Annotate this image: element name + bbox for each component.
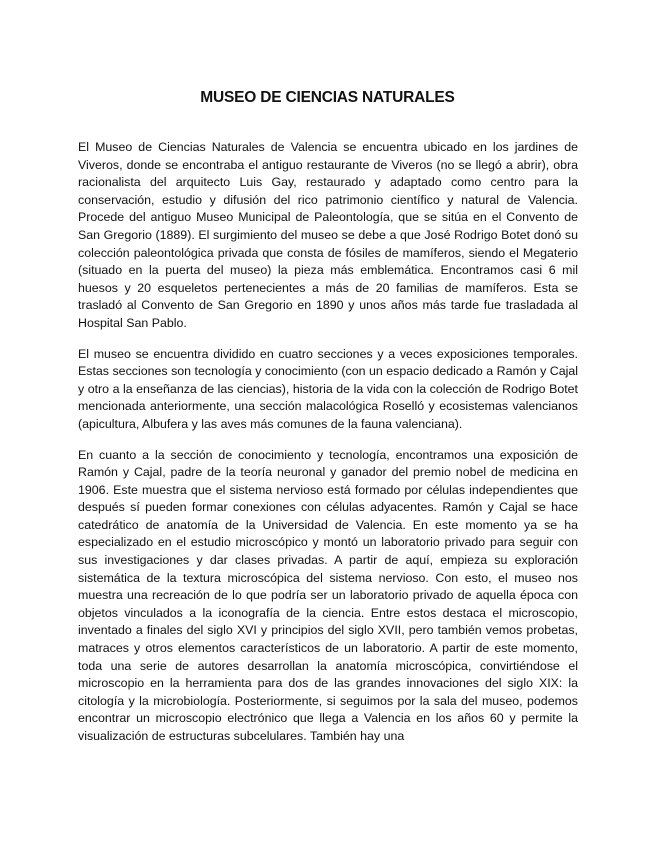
paragraph-intro: El Museo de Ciencias Naturales de Valencia se encuentra ubicado en los jardines de Viveros, donde se encontraba el antiguo restaurante de Viveros (no se llegó a abrir), obra racionalista del arquitecto Luis Gay, restaurado y adaptado como centro para la conservación, estudio y difusión del rico patrimonio científico y natural de Valencia. Procede del antiguo Museo Municipal de Paleontología, que se sitúa en el Convento de San Gregorio (1889). El surgimiento del museo se debe a que José Rodrigo Botet donó su colección paleontológica privada que consta de fósiles de mamíferos, siendo el Megaterio (situado en la puerta del museo) la pieza más emblemática. Encontramos casi 6 mil huesos y 20 esqueletos pertenecientes a más de 20 familias de mamíferos. Esta se trasladó al Convento de San Gregorio en 1890 y unos años más tarde fue trasladada al Hospital San Pablo. xyxy=(78,140,578,330)
paragraph-sections: El museo se encuentra dividido en cuatro secciones y a veces exposiciones temporales. Estas secciones son tecnología y conocimiento (con un espacio dedicado a Ramón y Cajal y otro a la enseñanza de las ciencias), historia de la vida con la colección de Rodrigo Botet mencionada anteriormente, una sección malacológica Roselló y ecosistemas valencianos (apicultura, Albufera y las aves más comunes de la fauna valenciana). xyxy=(78,346,578,431)
document-body xyxy=(78,139,578,759)
paragraph-knowledge-technology: En cuanto a la sección de conocimiento y tecnología, encontramos una exposición de Ramón y Cajal, padre de la teoría neuronal y ganador del premio nobel de medicina en 1906. Este muestra que el sistema nervioso está formado por células independientes que después sí pueden formar conexiones con células adyacentes. Ramón y Cajal se hace catedrático de anatomía de la Universidad de Valencia. En este momento ya se ha especializado en el estudio microscópico y montó un laboratorio privado para seguir con sus investigaciones y dar clases privadas. A partir de aquí, empieza su exploración sistemática de la textura microscópica del sistema nervioso. Con esto, el museo nos muestra una recreación de lo que podría ser un laboratorio privado de aquella época con objetos vinculados a la iconografía de la ciencia. Entre estos destaca el microscopio, inventado a finales del siglo XVI y principios del siglo XVII, pero también vemos probetas, matraces y otros elementos característicos de un laboratorio. A partir de este momento, toda una serie de autores desarrollan la anatomía microscópica, convirtiéndose el microscopio en la herramienta para dos de las grandes innovaciones del siglo XIX: la citología y la microbiología. Posteriormente, si seguimos por la sala del museo, podemos encontrar un microscopio electrónico que llega a Valencia en los años 60 y permite la visualización de estructuras subcelulares. También hay una xyxy=(78,447,578,743)
page-title: MUSEO DE CIENCIAS NATURALES xyxy=(200,89,455,106)
